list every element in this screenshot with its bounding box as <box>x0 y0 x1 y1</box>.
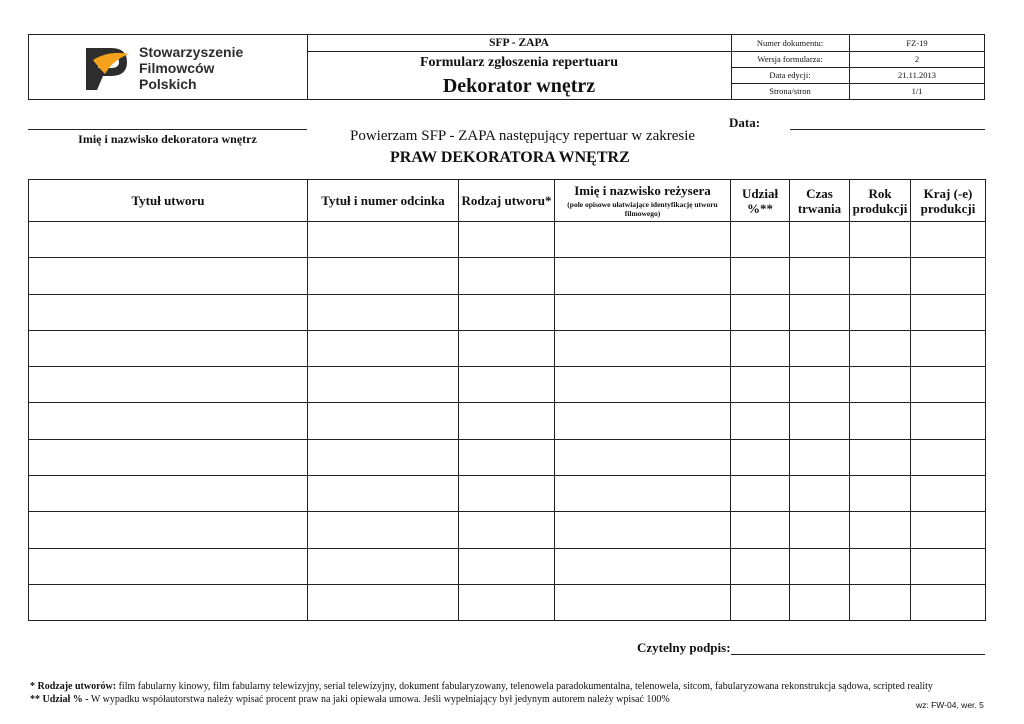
table-cell[interactable] <box>29 584 308 620</box>
logo-line1: Stowarzyszenie <box>139 44 244 60</box>
table-cell[interactable] <box>555 294 731 330</box>
table-cell[interactable] <box>790 584 850 620</box>
table-cell[interactable] <box>308 258 459 294</box>
table-cell[interactable] <box>731 222 790 258</box>
meta-row-version <box>731 51 984 68</box>
table-cell[interactable] <box>308 439 459 475</box>
table-cell[interactable] <box>790 403 850 439</box>
footnote-types-key: * Rodzaje utworów: <box>30 681 117 692</box>
table-cell[interactable] <box>555 512 731 548</box>
meta-label: Wersja formularza: <box>731 51 850 67</box>
table-cell[interactable] <box>29 439 308 475</box>
table-cell[interactable] <box>459 222 555 258</box>
table-cell[interactable] <box>459 258 555 294</box>
table-cell[interactable] <box>555 584 731 620</box>
table-cell[interactable] <box>731 439 790 475</box>
table-cell[interactable] <box>731 584 790 620</box>
table-cell[interactable] <box>459 294 555 330</box>
signature-label: Czytelny podpis: <box>637 640 731 655</box>
org-name: SFP - ZAPA <box>307 35 731 52</box>
table-cell[interactable] <box>731 330 790 366</box>
meta-value: 2 <box>914 54 920 64</box>
table-cell[interactable] <box>308 584 459 620</box>
col-header-episode: Tytuł i numer odcinka <box>308 180 459 222</box>
table-cell[interactable] <box>790 258 850 294</box>
table-cell[interactable] <box>555 476 731 512</box>
table-cell[interactable] <box>308 548 459 584</box>
date-label: Data: <box>729 115 761 130</box>
logo-area <box>29 35 308 99</box>
table-cell[interactable] <box>790 367 850 403</box>
table-cell[interactable] <box>731 367 790 403</box>
table-row <box>29 584 986 620</box>
table-row <box>29 258 986 294</box>
table-cell[interactable] <box>790 548 850 584</box>
table-cell[interactable] <box>850 294 911 330</box>
document-meta <box>731 35 984 99</box>
footnote-share <box>30 694 910 705</box>
table-cell[interactable] <box>911 222 986 258</box>
repertoire-table <box>28 179 986 621</box>
table-cell[interactable] <box>308 294 459 330</box>
meta-label: Data edycji: <box>731 67 850 83</box>
table-cell[interactable] <box>911 367 986 403</box>
table-cell[interactable] <box>459 403 555 439</box>
footnote-share-text: W wypadku współautorstwa należy wpisać procent praw na jaki opiewała umowa. Jeśli wypełniający był jedynym autorem należy wpisać 100% <box>88 694 670 705</box>
table-cell[interactable] <box>459 476 555 512</box>
table-cell[interactable] <box>731 403 790 439</box>
table-cell[interactable] <box>555 403 731 439</box>
table-cell[interactable] <box>790 330 850 366</box>
logo-wordmark <box>139 44 243 92</box>
logo-line3: Polskich <box>139 76 197 92</box>
table-cell[interactable] <box>555 367 731 403</box>
meta-value: 21.11.2013 <box>898 70 936 80</box>
table-cell[interactable] <box>911 439 986 475</box>
table-row <box>29 222 986 258</box>
table-row <box>29 367 986 403</box>
table-row <box>29 512 986 548</box>
table-cell[interactable] <box>850 548 911 584</box>
table-cell[interactable] <box>555 439 731 475</box>
table-cell[interactable] <box>790 476 850 512</box>
table-cell[interactable] <box>911 548 986 584</box>
table-cell[interactable] <box>911 512 986 548</box>
name-input-line[interactable] <box>28 129 307 130</box>
table-cell[interactable] <box>29 294 308 330</box>
meta-label: Numer dokumentu: <box>731 35 850 51</box>
footnote-share-key: ** Udział % - <box>30 694 89 705</box>
table-cell[interactable] <box>459 439 555 475</box>
table-cell[interactable] <box>731 512 790 548</box>
table-cell[interactable] <box>459 548 555 584</box>
table-cell[interactable] <box>731 294 790 330</box>
footnote-types <box>30 681 990 692</box>
table-cell[interactable] <box>308 476 459 512</box>
meta-label: Strona/stron <box>731 83 850 99</box>
document-header <box>28 34 985 100</box>
name-label: Imię i nazwisko dekoratora wnętrz <box>78 132 257 146</box>
table-cell[interactable] <box>459 512 555 548</box>
table-cell[interactable] <box>731 548 790 584</box>
table-row <box>29 439 986 475</box>
table-cell[interactable] <box>731 476 790 512</box>
intro-heading: PRAW DEKORATORA WNĘTRZ <box>390 149 630 166</box>
sfp-logo-icon <box>83 46 133 92</box>
table-cell[interactable] <box>790 439 850 475</box>
table-cell[interactable] <box>790 294 850 330</box>
form-title: Formularz zgłoszenia repertuaru <box>419 55 619 70</box>
table-cell[interactable] <box>555 222 731 258</box>
table-cell[interactable] <box>29 367 308 403</box>
table-cell[interactable] <box>790 222 850 258</box>
table-cell[interactable] <box>555 258 731 294</box>
date-input-line[interactable] <box>790 129 985 130</box>
form-subtitle: Dekorator wnętrz <box>442 75 596 97</box>
col-header-duration: Czas trwania <box>790 180 850 222</box>
table-cell[interactable] <box>29 403 308 439</box>
table-cell[interactable] <box>308 403 459 439</box>
table-cell[interactable] <box>29 258 308 294</box>
col-header-type: Rodzaj utworu* <box>459 180 555 222</box>
table-row <box>29 548 986 584</box>
table-cell[interactable] <box>850 403 911 439</box>
meta-row-edit-date <box>731 67 984 84</box>
col-header-share: Udział %** <box>731 180 790 222</box>
table-cell[interactable] <box>29 222 308 258</box>
table-row <box>29 476 986 512</box>
table-cell[interactable] <box>850 512 911 548</box>
intro-text: Powierzam SFP - ZAPA następujący repertuar w zakresie <box>350 128 696 144</box>
table-cell[interactable] <box>29 512 308 548</box>
col-header-year: Rok produkcji <box>850 180 911 222</box>
logo-line2: Filmowców <box>139 60 215 76</box>
meta-row-page <box>731 83 984 99</box>
table-cell[interactable] <box>850 476 911 512</box>
table-cell[interactable] <box>911 403 986 439</box>
header-title-block <box>307 35 732 99</box>
table-cell[interactable] <box>29 330 308 366</box>
director-note: (pole opisowe ułatwiające identyfikację utworu filmowego) <box>567 200 718 218</box>
table-cell[interactable] <box>790 512 850 548</box>
table-row <box>29 294 986 330</box>
table-cell[interactable] <box>308 222 459 258</box>
col-header-director: Imię i nazwisko reżysera (pole opisowe ułatwiające identyfikację utworu filmowego) <box>555 180 731 222</box>
form-version: wz: FW-04, wer. 5 <box>916 700 984 710</box>
table-row <box>29 403 986 439</box>
table-cell[interactable] <box>911 294 986 330</box>
table-cell[interactable] <box>308 330 459 366</box>
table-cell[interactable] <box>911 476 986 512</box>
col-header-country: Kraj (-e) produkcji <box>911 180 986 222</box>
table-cell[interactable] <box>459 330 555 366</box>
table-cell[interactable] <box>850 258 911 294</box>
table-cell[interactable] <box>308 367 459 403</box>
table-cell[interactable] <box>459 584 555 620</box>
signature-input-line[interactable] <box>731 654 985 655</box>
table-cell[interactable] <box>555 548 731 584</box>
table-cell[interactable] <box>850 439 911 475</box>
table-cell[interactable] <box>850 367 911 403</box>
table-cell[interactable] <box>459 367 555 403</box>
table-cell[interactable] <box>308 512 459 548</box>
footnote-types-text: film fabularny kinowy, film fabularny telewizyjny, serial telewizyjny, dokument fabularyzowany, telenowela paradokumentalna, telenowela, sitcom, fabularyzowana rekonstrukcja sądowa, scripted reality <box>116 681 933 692</box>
table-cell[interactable] <box>29 548 308 584</box>
table-cell[interactable] <box>29 476 308 512</box>
meta-row-doc-number <box>731 35 984 52</box>
meta-value: 1/1 <box>911 86 923 96</box>
col-header-title: Tytuł utworu <box>29 180 308 222</box>
table-cell[interactable] <box>911 584 986 620</box>
table-cell[interactable] <box>850 584 911 620</box>
table-cell[interactable] <box>911 258 986 294</box>
meta-value: FZ-19 <box>906 38 928 48</box>
table-row <box>29 330 986 366</box>
table-cell[interactable] <box>850 222 911 258</box>
table-header-row <box>29 180 986 222</box>
table-cell[interactable] <box>911 330 986 366</box>
table-cell[interactable] <box>850 330 911 366</box>
table-cell[interactable] <box>731 258 790 294</box>
table-cell[interactable] <box>555 330 731 366</box>
